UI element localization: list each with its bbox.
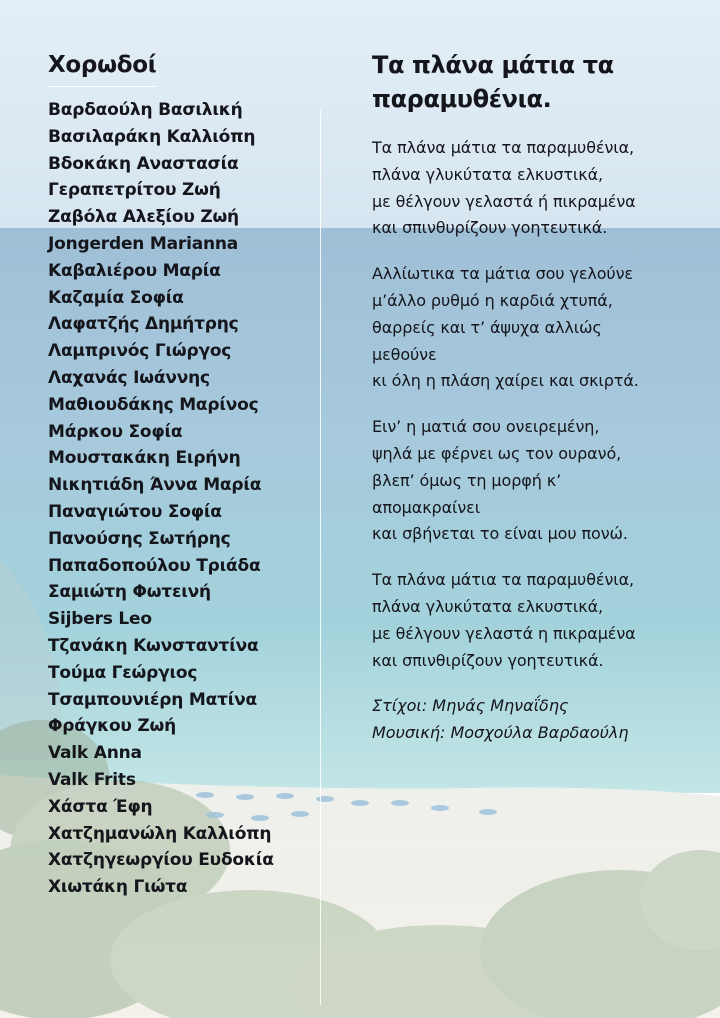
choir-member-name: Μαθιουδάκης Μαρίνος (48, 394, 259, 415)
lyric-line: βλεπ’ όμως τη μορφή κ’ (372, 470, 562, 490)
choir-member-name: Χιωτάκη Γιώτα (48, 877, 188, 898)
lyric-line: Τα πλάνα μάτια τα παραμυθένια, (372, 138, 635, 157)
lyric-line: και σπινθυρίζουν γοητευτικά. (372, 218, 608, 238)
choir-member-name: Λαμπρινός Γιώργος (48, 341, 232, 362)
lyric-line: και σπινθιρίζουν γοητευτικά. (372, 650, 604, 670)
choir-member-name: Valk Anna (48, 743, 142, 764)
lyric-line: ψηλά με φέρνει ως τον ουρανό, (372, 443, 622, 463)
lyric-line: με θέλγουν γελαστά ή πικραμένα (372, 191, 636, 211)
lyric-line: πλάνα γλυκύτατα ελκυστικά, (372, 164, 604, 184)
choir-member-name: Χατζηγεωργίου Ευδοκία (48, 850, 274, 871)
choir-member-name: Λαφατζής Δημήτρης (48, 314, 239, 335)
choir-member-name: Χατζημανώλη Καλλιόπη (48, 823, 272, 844)
choir-member-name: Valk Frits (48, 769, 136, 790)
lyrics-stanza (372, 414, 712, 548)
lyric-line: και σβήνεται το είναι μου πονώ. (372, 524, 628, 544)
lyrics-stanza (372, 135, 712, 242)
lyric-line: μεθούνε (372, 344, 437, 364)
song-lyrics-column (372, 48, 712, 747)
song-title (372, 48, 712, 116)
lyric-line: πλάνα γλυκύτατα ελκυστικά, (372, 596, 604, 616)
choir-member-name: Μουστακάκη Ειρήνη (48, 448, 241, 469)
choir-member-name: Βασιλαράκη Καλλιόπη (48, 126, 256, 147)
choir-heading: Χορωδοί (48, 50, 156, 87)
lyric-line: μ’άλλο ρυθμό η καρδιά χτυπά, (372, 290, 613, 310)
column-divider (320, 110, 321, 1005)
choir-member-name: Βαρδαούλη Βασιλική (48, 100, 243, 120)
lyric-line: Αλλίωτικα τα μάτια σου γελούνε (372, 264, 633, 284)
song-title-line: Τα πλάνα μάτια τα (372, 51, 614, 79)
choir-member-name: Μάρκου Σοφία (48, 421, 183, 442)
choir-member-name: Πανούσης Σωτήρης (48, 528, 231, 549)
lyricist-credit: Στίχοι: Μηνάς Μηναΐδης (372, 696, 569, 716)
lyric-line: με θέλγουν γελαστά η πικραμένα (372, 623, 636, 643)
choir-member-name: Βδοκάκη Αναστασία (48, 153, 239, 174)
choir-member-name: Τούμα Γεώργιος (48, 662, 198, 683)
lyric-line: απομακραίνει (372, 497, 481, 517)
choir-member-name: Λαχανάς Ιωάννης (48, 367, 210, 388)
choir-members-column (48, 50, 316, 901)
choir-member-name: Γεραπετρίτου Ζωή (48, 180, 221, 201)
choir-member-name: Νικητιάδη Άννα Μαρία (48, 475, 262, 496)
choir-member-list (48, 97, 316, 901)
choir-member-name: Καζαμία Σοφία (48, 287, 184, 308)
choir-member-name: Sijbers Leo (48, 609, 152, 630)
choir-member-name: Σαμιώτη Φωτεινή (48, 582, 211, 603)
choir-member-name: Χάστα Έφη (48, 796, 153, 817)
lyric-line: κι όλη η πλάση χαίρει και σκιρτά. (372, 371, 639, 391)
lyric-line: Ειν’ η ματιά σου ονειρεμένη, (372, 417, 600, 437)
choir-member-name: Φράγκου Ζωή (48, 716, 177, 737)
choir-member-name: Παπαδοπούλου Τριάδα (48, 555, 261, 576)
song-credits (372, 693, 712, 747)
composer-credit: Μουσική: Μοσχούλα Βαρδαούλη (372, 723, 629, 743)
choir-member-name: Τσαμπουνιέρη Ματίνα (48, 689, 258, 710)
choir-member-name: Jongerden Marianna (48, 233, 239, 254)
lyric-line: θαρρείς και τ’ άψυχα αλλιώς (372, 317, 602, 337)
choir-member-name: Τζανάκη Κωνσταντίνα (48, 635, 259, 656)
choir-member-name: Καβαλιέρου Μαρία (48, 260, 221, 281)
lyrics-stanza (372, 261, 712, 395)
choir-member-name: Παναγιώτου Σοφία (48, 501, 222, 522)
song-title-line: παραμυθένια. (372, 85, 552, 113)
lyric-line: Τα πλάνα μάτια τα παραμυθένια, (372, 570, 635, 590)
lyrics-stanza (372, 567, 712, 674)
choir-member-name: Ζαβόλα Αλεξίου Ζωή (48, 207, 239, 228)
